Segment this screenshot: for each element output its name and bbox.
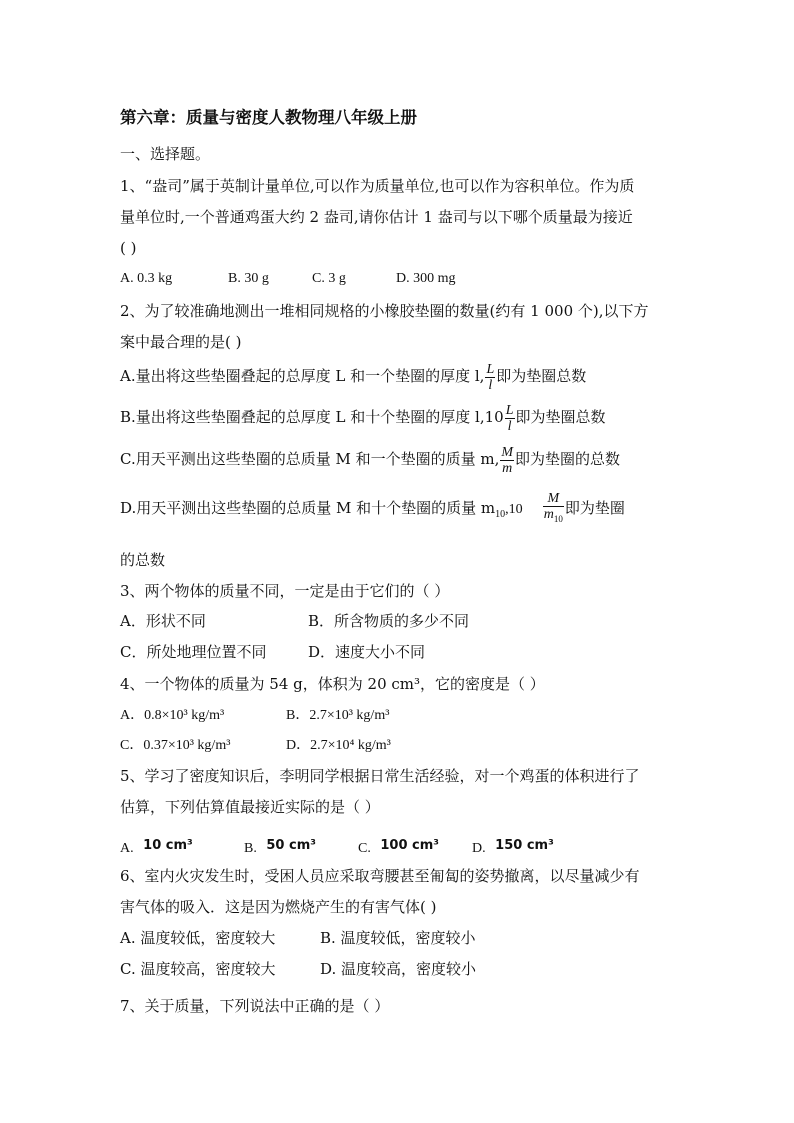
- option-d-label: D.: [472, 841, 486, 856]
- question-1-option-a: A. 0.3 kg: [120, 271, 173, 286]
- option-a-suffix: 即为垫圈总数: [496, 367, 587, 385]
- question-4-option-a: A．0.8×10³ kg/m³: [120, 708, 225, 723]
- question-5-option-b: [244, 834, 316, 856]
- question-2-option-a: [120, 360, 586, 393]
- question-6-line-2: 害气体的吸入．这是因为燃烧产生的有害气体( ): [120, 898, 437, 916]
- question-1-option-c: C. 3 g: [312, 271, 346, 286]
- question-3-option-c: C．所处地理位置不同: [120, 643, 267, 661]
- denominator-letter: m: [543, 507, 554, 523]
- question-1-line-2: 量单位时,一个普通鸡蛋大约 2 盎司,请你估计 1 盎司与以下哪个质量最为接近: [120, 208, 633, 226]
- question-1-line-3: ( ): [120, 239, 137, 257]
- option-c-value: 100 cm³: [380, 838, 439, 853]
- option-a-text: A.量出将这些垫圈叠起的总厚度 L 和一个垫圈的厚度 l,: [120, 367, 485, 385]
- question-1-option-d: D. 300 mg: [396, 271, 456, 286]
- question-3-option-b: B．所含物质的多少不同: [308, 612, 470, 630]
- question-2-line-1: 2、为了较准确地测出一堆相同规格的小橡胶垫圈的数量(约有 1 000 个),以下方: [120, 302, 649, 320]
- question-3-option-a: A．形状不同: [120, 612, 206, 630]
- fraction-numerator: L: [486, 361, 495, 377]
- option-c-label: C.: [358, 841, 371, 856]
- fraction-numerator: M: [501, 444, 514, 460]
- question-2-option-b: [120, 401, 606, 434]
- fraction-l-over-l: [505, 403, 515, 434]
- question-5-line-1: 5、学习了密度知识后，李明同学根据日常生活经验，对一个鸡蛋的体积进行了: [120, 767, 640, 785]
- question-6-line-1: 6、室内火灾发生时，受困人员应采取弯腰甚至匍匐的姿势撤离，以尽量减少有: [120, 867, 640, 885]
- subscript: 10: [495, 509, 506, 520]
- question-6-option-d: D. 温度较高，密度较小: [320, 960, 477, 978]
- fraction-numerator: M: [543, 491, 564, 507]
- option-b-suffix: 即为垫圈总数: [515, 408, 606, 426]
- option-d-value: 150 cm³: [495, 838, 554, 853]
- question-4-option-d: D．2.7×10⁴ kg/m³: [286, 738, 391, 753]
- option-c-text: C.用天平测出这些垫圈的总质量 M 和一个垫圈的质量 m,: [120, 450, 500, 468]
- fraction-numerator: L: [505, 402, 514, 418]
- question-2-option-d-continued: 的总数: [120, 551, 166, 569]
- question-5-option-c: [358, 834, 439, 856]
- option-c-suffix: 即为垫圈的总数: [515, 450, 621, 468]
- question-7-line-1: 7、关于质量，下列说法中正确的是（ ）: [120, 997, 390, 1015]
- option-d-suffix: 即为垫圈: [564, 499, 625, 517]
- fraction-denominator: m: [502, 460, 513, 476]
- option-b-text: B.量出将这些垫圈叠起的总厚度 L 和十个垫圈的厚度 l,10: [120, 408, 504, 426]
- question-6-option-a: A. 温度较低，密度较大: [120, 929, 276, 947]
- denominator-subscript: 10: [553, 513, 563, 524]
- fraction-denominator: [543, 507, 564, 527]
- fraction-m-over-m10: [543, 491, 564, 527]
- question-5-option-a: [120, 834, 193, 856]
- question-5-option-d: [472, 834, 554, 856]
- question-1-line-1: 1、“盎司”属于英制计量单位,可以作为质量单位,也可以作为容积单位。作为质: [120, 177, 635, 195]
- fraction-l-over-l: [485, 362, 495, 393]
- option-b-value: 50 cm³: [266, 838, 316, 853]
- option-a-value: 10 cm³: [143, 838, 193, 853]
- fraction-m-over-m: [500, 445, 514, 476]
- question-6-option-b: B. 温度较低，密度较小: [320, 929, 476, 947]
- question-4-option-b: B．2.7×10³ kg/m³: [286, 708, 390, 723]
- question-2-option-d: [120, 491, 625, 532]
- fraction-denominator: l: [507, 418, 512, 434]
- question-3-option-d: D．速度大小不同: [308, 643, 426, 661]
- question-5-line-2: 估算，下列估算值最接近实际的是（ ）: [120, 798, 380, 816]
- option-d-text: D.用天平测出这些垫圈的总质量 M 和十个垫圈的质量 m: [120, 499, 496, 517]
- question-4-option-c: C．0.37×10³ kg/m³: [120, 738, 231, 753]
- question-2-option-c: [120, 443, 620, 476]
- question-2-line-2: 案中最合理的是( ): [120, 333, 242, 351]
- fraction-denominator: l: [488, 377, 493, 393]
- question-1-option-b: B. 30 g: [228, 271, 269, 286]
- section-heading: 一、选择题。: [120, 145, 211, 163]
- question-6-option-c: C. 温度较高，密度较大: [120, 960, 276, 978]
- option-d-multiplier: ,10: [505, 502, 523, 517]
- option-b-label: B.: [244, 841, 257, 856]
- page-title: 第六章：质量与密度人教物理八年级上册: [120, 108, 417, 127]
- option-a-label: A.: [120, 841, 134, 856]
- question-4-line-1: 4、一个物体的质量为 54 g，体积为 20 cm³，它的密度是（ ）: [120, 675, 545, 693]
- question-3-line-1: 3、两个物体的质量不同，一定是由于它们的（ ）: [120, 582, 450, 600]
